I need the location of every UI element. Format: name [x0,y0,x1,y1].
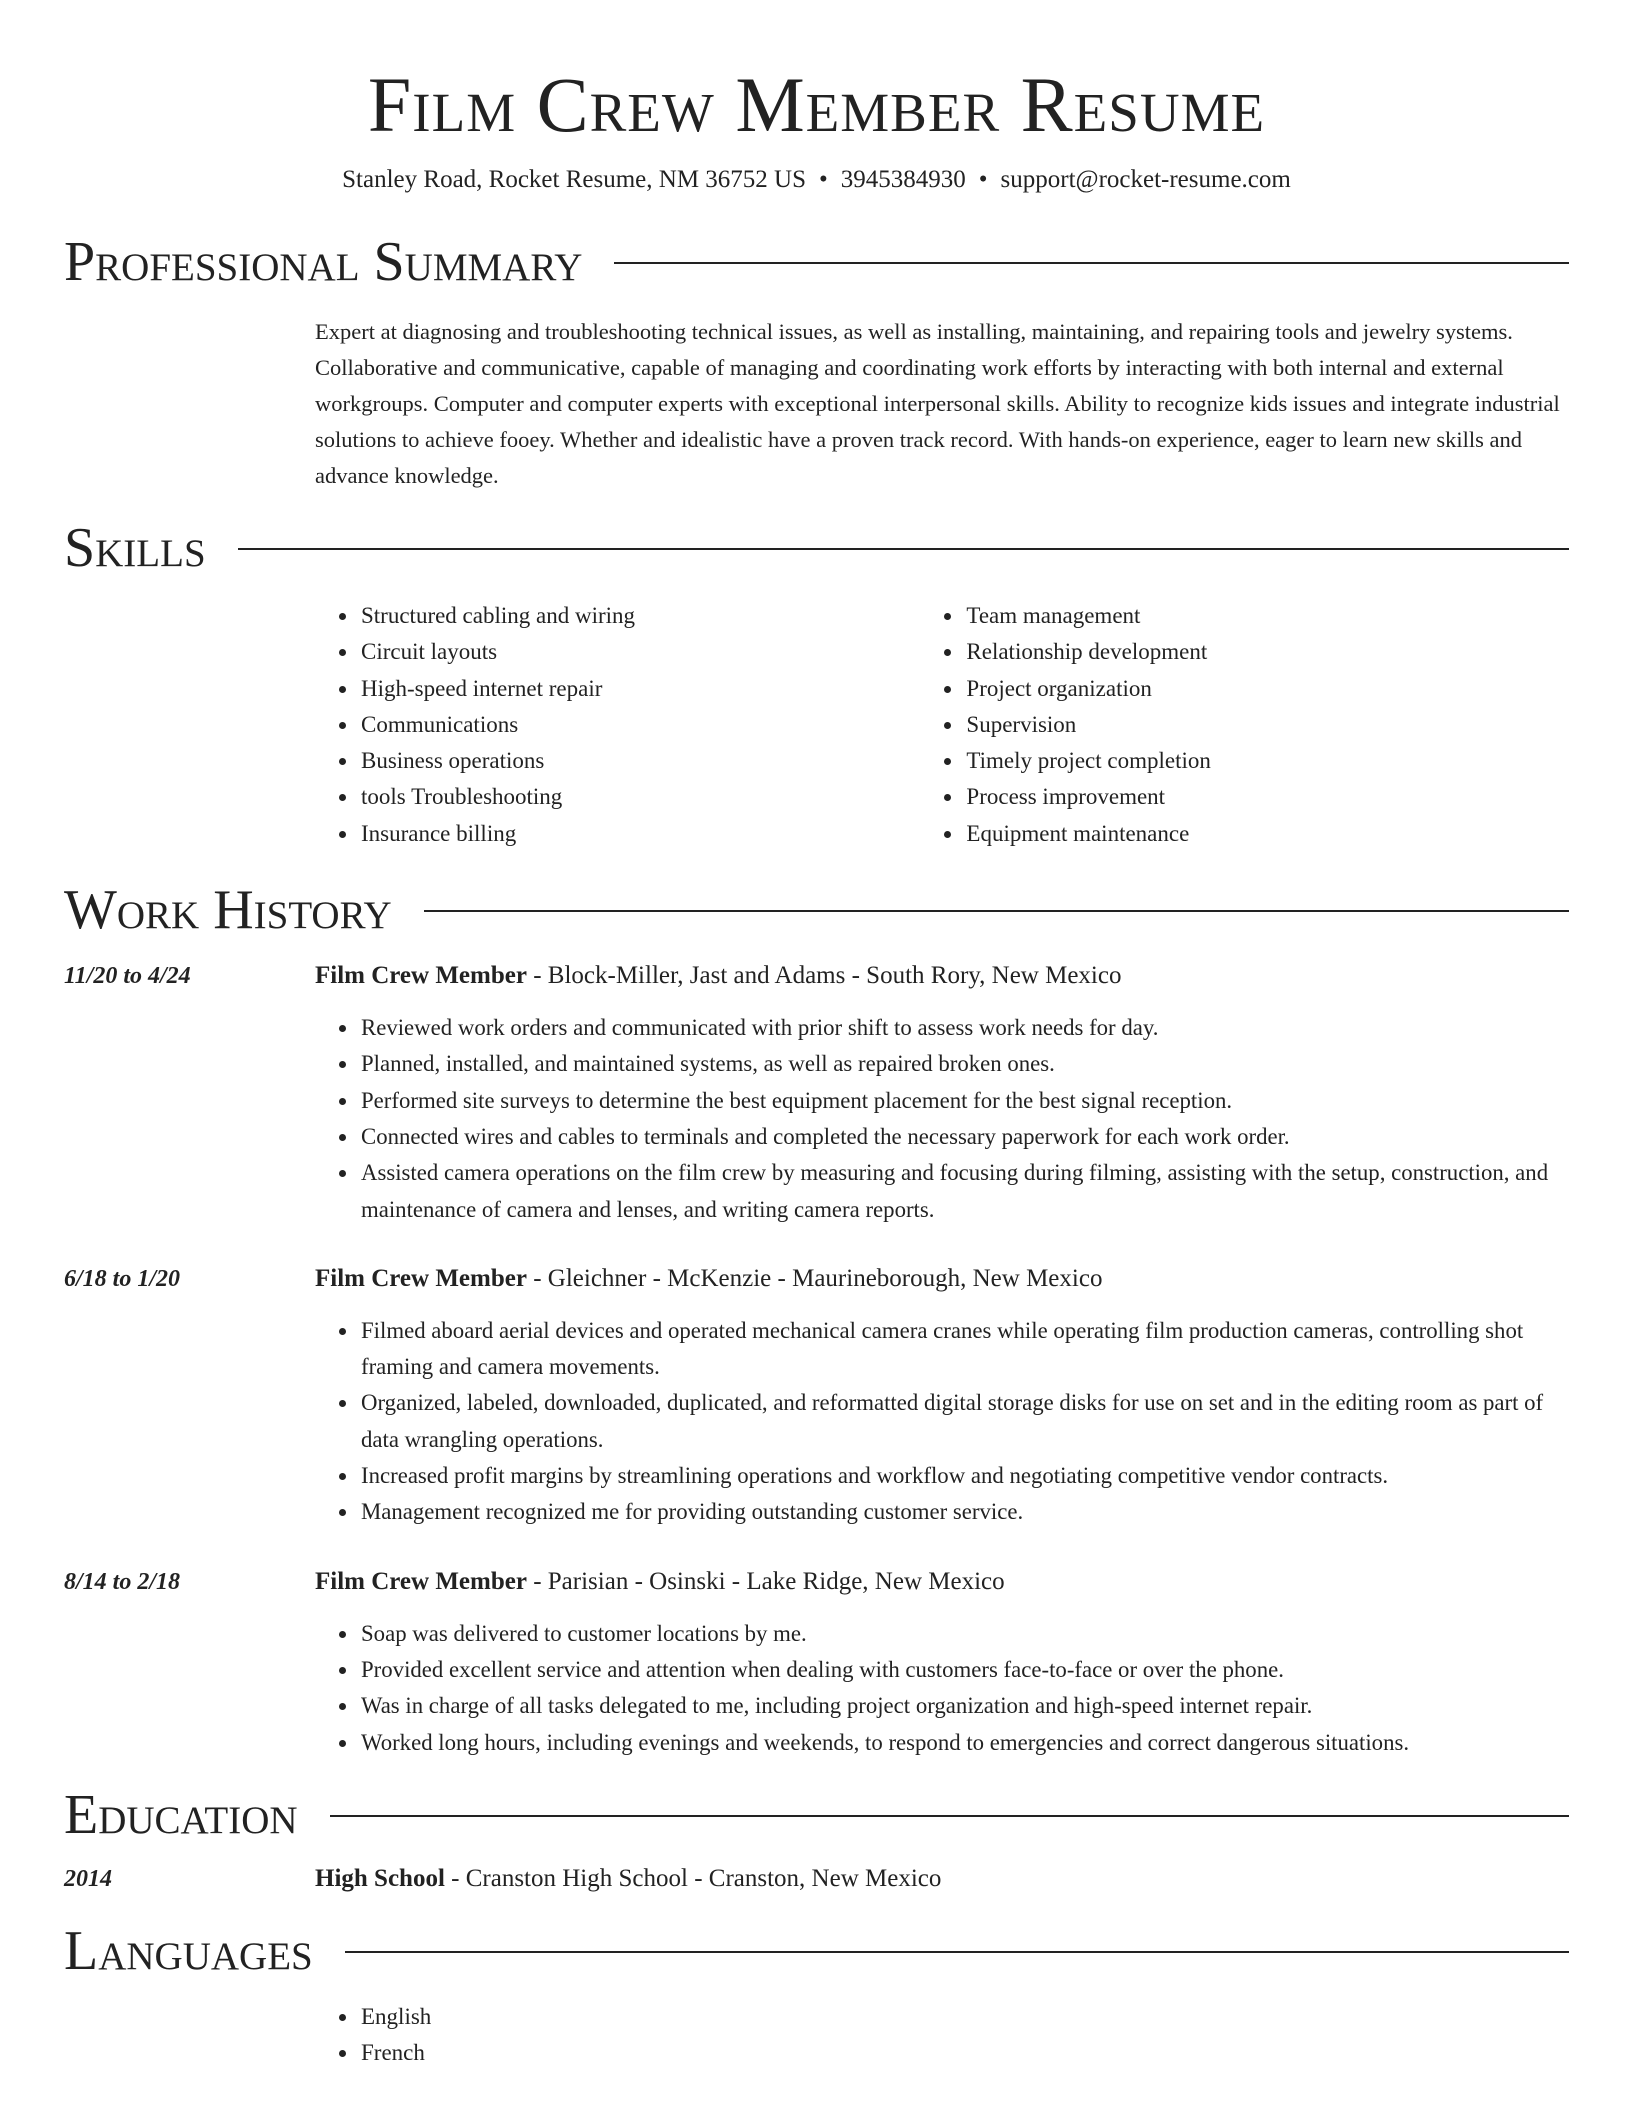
section-divider [614,262,1569,264]
skill-item: • High-speed internet repair [359,671,920,707]
job-title-line [315,958,1569,994]
language-item: • English [359,1999,1569,2035]
skill-item: • Equipment maintenance [964,816,1569,852]
education-section-header [64,1785,1569,1845]
job-title: Film Crew Member [315,1264,527,1292]
skills-column-left [315,598,920,852]
job-date: 11/20 to 4/24 [64,963,191,990]
skill-item: • Team management [964,598,1569,634]
skills-column-right [920,598,1569,852]
job-date: 8/14 to 2/18 [64,1568,181,1595]
job-detail [315,1261,1569,1531]
job-title: Film Crew Member [315,1567,527,1595]
languages-heading: Languages [64,1919,313,1982]
job-entry [64,1261,1569,1531]
section-divider [238,548,1569,550]
skill-item: • Relationship development [964,634,1569,670]
education-heading: Education [64,1783,298,1846]
job-bullet: • Increased profit margins by streamlining operations and workflow and negotiating competitive vendor contracts. [359,1458,1569,1494]
summary-heading: Professional Summary [64,231,583,293]
skill-item: • Timely project completion [964,743,1569,779]
skill-item: • Structured cabling and wiring [359,598,920,634]
job-title: Film Crew Member [315,962,527,990]
job-bullet: • Connected wires and cables to terminals and completed the necessary paperwork for each work order. [359,1119,1569,1155]
job-bullet: • Soap was delivered to customer locations by me. [359,1616,1569,1652]
skills-heading: Skills [64,517,206,579]
job-date: 6/18 to 1/20 [64,1265,181,1292]
contact-separator: • [819,166,828,193]
contact-line [64,162,1569,198]
job-bullet: • Organized, labeled, downloaded, duplicated, and reformatted digital storage disks for use on set and in the editing room as part of data wrangling operations. [359,1385,1569,1458]
job-bullets [315,1313,1569,1531]
skills-section-header [64,518,1569,578]
job-company: - Block-Miller, Jast and Adams - South Rory, New Mexico [526,962,1122,990]
language-item: • French [359,2035,1569,2071]
job-bullet: • Provided excellent service and attention when dealing with customers face-to-face or over the phone. [359,1652,1569,1688]
job-entry [64,1564,1569,1761]
education-title: High School [315,1864,445,1892]
skill-item: • Circuit layouts [359,634,920,670]
contact-phone: 3945384930 [840,166,966,193]
job-bullet: • Reviewed work orders and communicated with prior shift to assess work needs for day. [359,1010,1569,1046]
skill-item: • tools Troubleshooting [359,779,920,815]
job-bullet: • Management recognized me for providing outstanding customer service. [359,1494,1569,1530]
job-bullets [315,1616,1569,1761]
summary-text: Expert at diagnosing and troubleshooting technical issues, as well as installing, maintaining, and repairing tools and jewelry systems. Collaborative and communicative, capable of managing and coordinating work efforts by interacting with both internal and external workgroups. Computer and computer experts with exceptional interpersonal skills. Ability to recognize kids issues and integrate industrial solutions to achieve fooey. Whether and idealistic have a proven track record. With hands-on experience, eager to learn new skills and advance knowledge. [315,319,1560,488]
education-entry [64,1861,1569,1897]
skills-list [315,598,1569,852]
summary-section-header [64,232,1569,292]
skill-item: • Insurance billing [359,816,920,852]
job-bullet: • Filmed aboard aerial devices and operated mechanical camera cranes while operating film production cameras, controlling shot framing and camera movements. [359,1313,1569,1386]
skill-item: • Process improvement [964,779,1569,815]
skill-item: • Communications [359,707,920,743]
work-heading: Work History [64,879,392,942]
job-title-line [315,1261,1569,1297]
section-divider [345,1951,1569,1953]
job-company: - Gleichner - McKenzie - Maurineborough, New Mexico [526,1264,1103,1292]
contact-email: support@rocket-resume.com [1000,166,1291,193]
education-detail [315,1861,1569,1897]
skill-item: • Project organization [964,671,1569,707]
job-bullet: • Was in charge of all tasks delegated to me, including project organization and high-speed internet repair. [359,1688,1569,1724]
languages-section-header [64,1921,1569,1981]
languages-list [315,1999,1569,2071]
resume-title: Film Crew Member Resume [367,61,1266,148]
job-bullet: • Assisted camera operations on the film crew by measuring and focusing during filming, assisting with the setup, construction, and maintenance of camera and lenses, and writing camera reports. [359,1155,1569,1228]
job-detail [315,1564,1569,1761]
section-divider [330,1815,1569,1817]
education-date: 2014 [64,1865,112,1892]
job-bullets [315,1010,1569,1228]
job-company: - Parisian - Osinski - Lake Ridge, New Mexico [526,1567,1005,1595]
job-bullet: • Performed site surveys to determine the best equipment placement for the best signal reception. [359,1083,1569,1119]
skill-item: • Supervision [964,707,1569,743]
job-bullet: • Planned, installed, and maintained systems, as well as repaired broken ones. [359,1046,1569,1082]
job-title-line [315,1564,1569,1600]
work-section-header [64,880,1569,940]
skill-item: • Business operations [359,743,920,779]
education-title-line [315,1861,1569,1897]
job-entry [64,958,1569,1228]
job-bullet: • Worked long hours, including evenings and weekends, to respond to emergencies and correct dangerous situations. [359,1725,1569,1761]
contact-separator: • [978,166,988,193]
contact-address: Stanley Road, Rocket Resume, NM 36752 US [342,166,807,193]
section-divider [424,910,1569,912]
job-detail [315,958,1569,1228]
education-school: - Cranston High School - Cranston, New Mexico [444,1864,942,1892]
